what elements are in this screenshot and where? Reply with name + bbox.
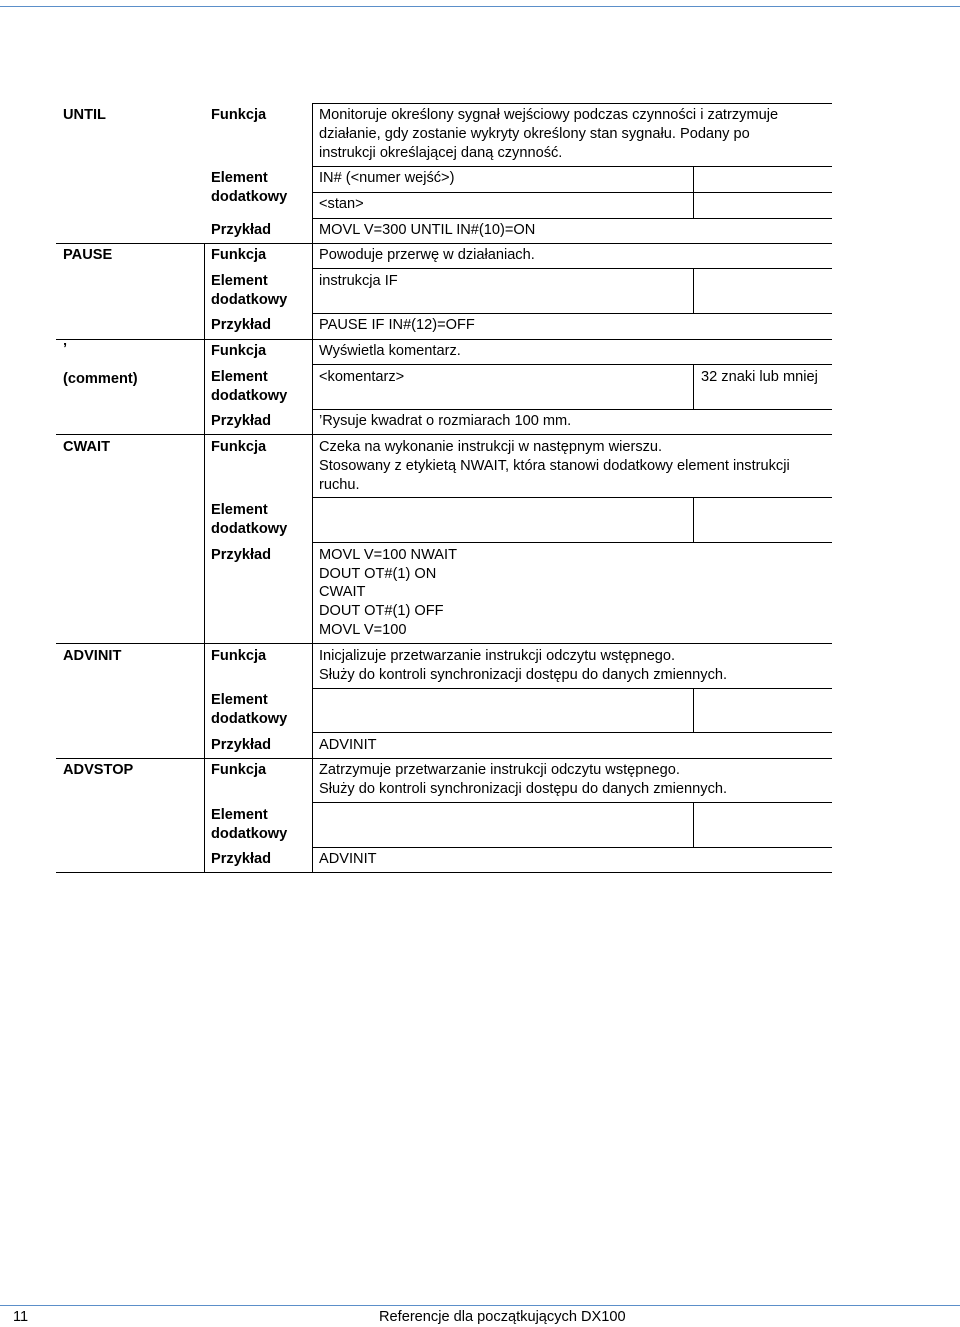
label-funkcja: Funkcja: [211, 648, 267, 664]
label-element: Element: [211, 502, 268, 518]
table-rule: [312, 166, 832, 167]
label-przyklad: Przykład: [211, 851, 272, 867]
cell-rule: [693, 268, 694, 313]
column-rule: [204, 243, 205, 872]
until-example: MOVL V=300 UNTIL IN#(10)=ON: [319, 222, 536, 238]
label-element: Element: [211, 692, 268, 708]
label-element: Element: [211, 807, 268, 823]
until-element-2: <stan>: [319, 196, 364, 212]
label-dodatkowy: dodatkowy: [211, 388, 288, 404]
footer-rule: [0, 1305, 960, 1306]
instruction-name-pause: PAUSE: [63, 247, 113, 263]
page-top-rule: [0, 6, 960, 7]
advstop-function-line-2: Służy do kontroli synchronizacji dostępu do danych zmiennych.: [319, 781, 728, 797]
table-rule: [312, 542, 832, 543]
table-rule: [312, 218, 832, 219]
cwait-function-line-2: Stosowany z etykietą NWAIT, która stanowi dodatkowy element instrukcji: [319, 458, 790, 474]
cwait-example-line-2: DOUT OT#(1) ON: [319, 566, 437, 582]
table-rule: [312, 192, 832, 193]
advstop-function-line-1: Zatrzymuje przetwarzanie instrukcji odczytu wstępnego.: [319, 762, 680, 778]
until-function-line-1: Monitoruje określony sygnał wejściowy podczas czynności i zatrzymuje: [319, 107, 779, 123]
until-function-line-3: instrukcji określającej daną czynność.: [319, 145, 563, 161]
page-number: 11: [13, 1309, 29, 1325]
label-przyklad: Przykład: [211, 737, 272, 753]
cell-rule: [693, 497, 694, 542]
pause-example: PAUSE IF IN#(12)=OFF: [319, 317, 475, 333]
cwait-example-line-4: DOUT OT#(1) OFF: [319, 603, 444, 619]
table-rule: [312, 364, 832, 365]
table-rule: [312, 409, 832, 410]
table-rule: [312, 268, 832, 269]
cwait-example-line-1: MOVL V=100 NWAIT: [319, 547, 458, 563]
table-rule-bottom: [56, 872, 832, 873]
instruction-name-comment: (comment): [63, 371, 138, 387]
label-dodatkowy: dodatkowy: [211, 521, 288, 537]
until-function-line-2: działanie, gdy zostanie wykryty określony stan sygnału. Podany po: [319, 126, 750, 142]
table-rule-section: [56, 339, 832, 340]
table-rule-section: [56, 434, 832, 435]
table-rule: [312, 732, 832, 733]
cell-rule: [693, 802, 694, 847]
instruction-name-advinit: ADVINIT: [63, 648, 122, 664]
label-przyklad: Przykład: [211, 547, 272, 563]
table-rule-section: [56, 243, 832, 244]
label-przyklad: Przykład: [211, 222, 272, 238]
cell-rule: [693, 688, 694, 732]
table-rule-section: [56, 643, 832, 644]
label-dodatkowy: dodatkowy: [211, 826, 288, 842]
label-funkcja: Funkcja: [211, 762, 267, 778]
pause-element: instrukcja IF: [319, 273, 398, 289]
footer-title: Referencje dla początkujących DX100: [379, 1309, 626, 1325]
label-funkcja: Funkcja: [211, 247, 267, 263]
comment-function: Wyświetla komentarz.: [319, 343, 461, 359]
table-rule: [312, 802, 832, 803]
instruction-name-until: UNTIL: [63, 107, 106, 123]
cell-rule: [693, 166, 694, 218]
cwait-example-line-5: MOVL V=100: [319, 622, 407, 638]
label-przyklad: Przykład: [211, 317, 272, 333]
cell-rule: [693, 364, 694, 409]
label-dodatkowy: dodatkowy: [211, 711, 288, 727]
label-funkcja: Funkcja: [211, 107, 267, 123]
label-element: Element: [211, 369, 268, 385]
label-funkcja: Funkcja: [211, 343, 267, 359]
advinit-function-line-2: Służy do kontroli synchronizacji dostępu do danych zmiennych.: [319, 667, 728, 683]
cwait-example-line-3: CWAIT: [319, 584, 366, 600]
advinit-function-line-1: Inicjalizuje przetwarzanie instrukcji odczytu wstępnego.: [319, 648, 676, 664]
comment-element: <komentarz>: [319, 369, 405, 385]
cwait-function-line-3: ruchu.: [319, 477, 360, 493]
label-element: Element: [211, 273, 268, 289]
table-rule-top: [312, 103, 832, 104]
instruction-name-cwait: CWAIT: [63, 439, 111, 455]
advinit-example: ADVINIT: [319, 737, 377, 753]
cwait-function-line-1: Czeka na wykonanie instrukcji w następnym wierszu.: [319, 439, 663, 455]
instruction-symbol-comment: ’: [63, 341, 68, 357]
table-rule: [312, 688, 832, 689]
comment-example: ’Rysuje kwadrat o rozmiarach 100 mm.: [319, 413, 572, 429]
table-rule: [312, 313, 832, 314]
until-element-1: IN# (<numer wejść>): [319, 170, 455, 186]
label-element: Element: [211, 170, 268, 186]
table-rule-section: [56, 758, 832, 759]
column-rule: [312, 103, 313, 872]
label-dodatkowy: dodatkowy: [211, 292, 288, 308]
pause-function: Powoduje przerwę w działaniach.: [319, 247, 535, 263]
label-przyklad: Przykład: [211, 413, 272, 429]
label-funkcja: Funkcja: [211, 439, 267, 455]
instruction-name-advstop: ADVSTOP: [63, 762, 134, 778]
advstop-example: ADVINIT: [319, 851, 377, 867]
label-dodatkowy: dodatkowy: [211, 189, 288, 205]
table-rule: [312, 497, 832, 498]
comment-element-note: 32 znaki lub mniej: [701, 369, 818, 385]
table-rule: [312, 847, 832, 848]
